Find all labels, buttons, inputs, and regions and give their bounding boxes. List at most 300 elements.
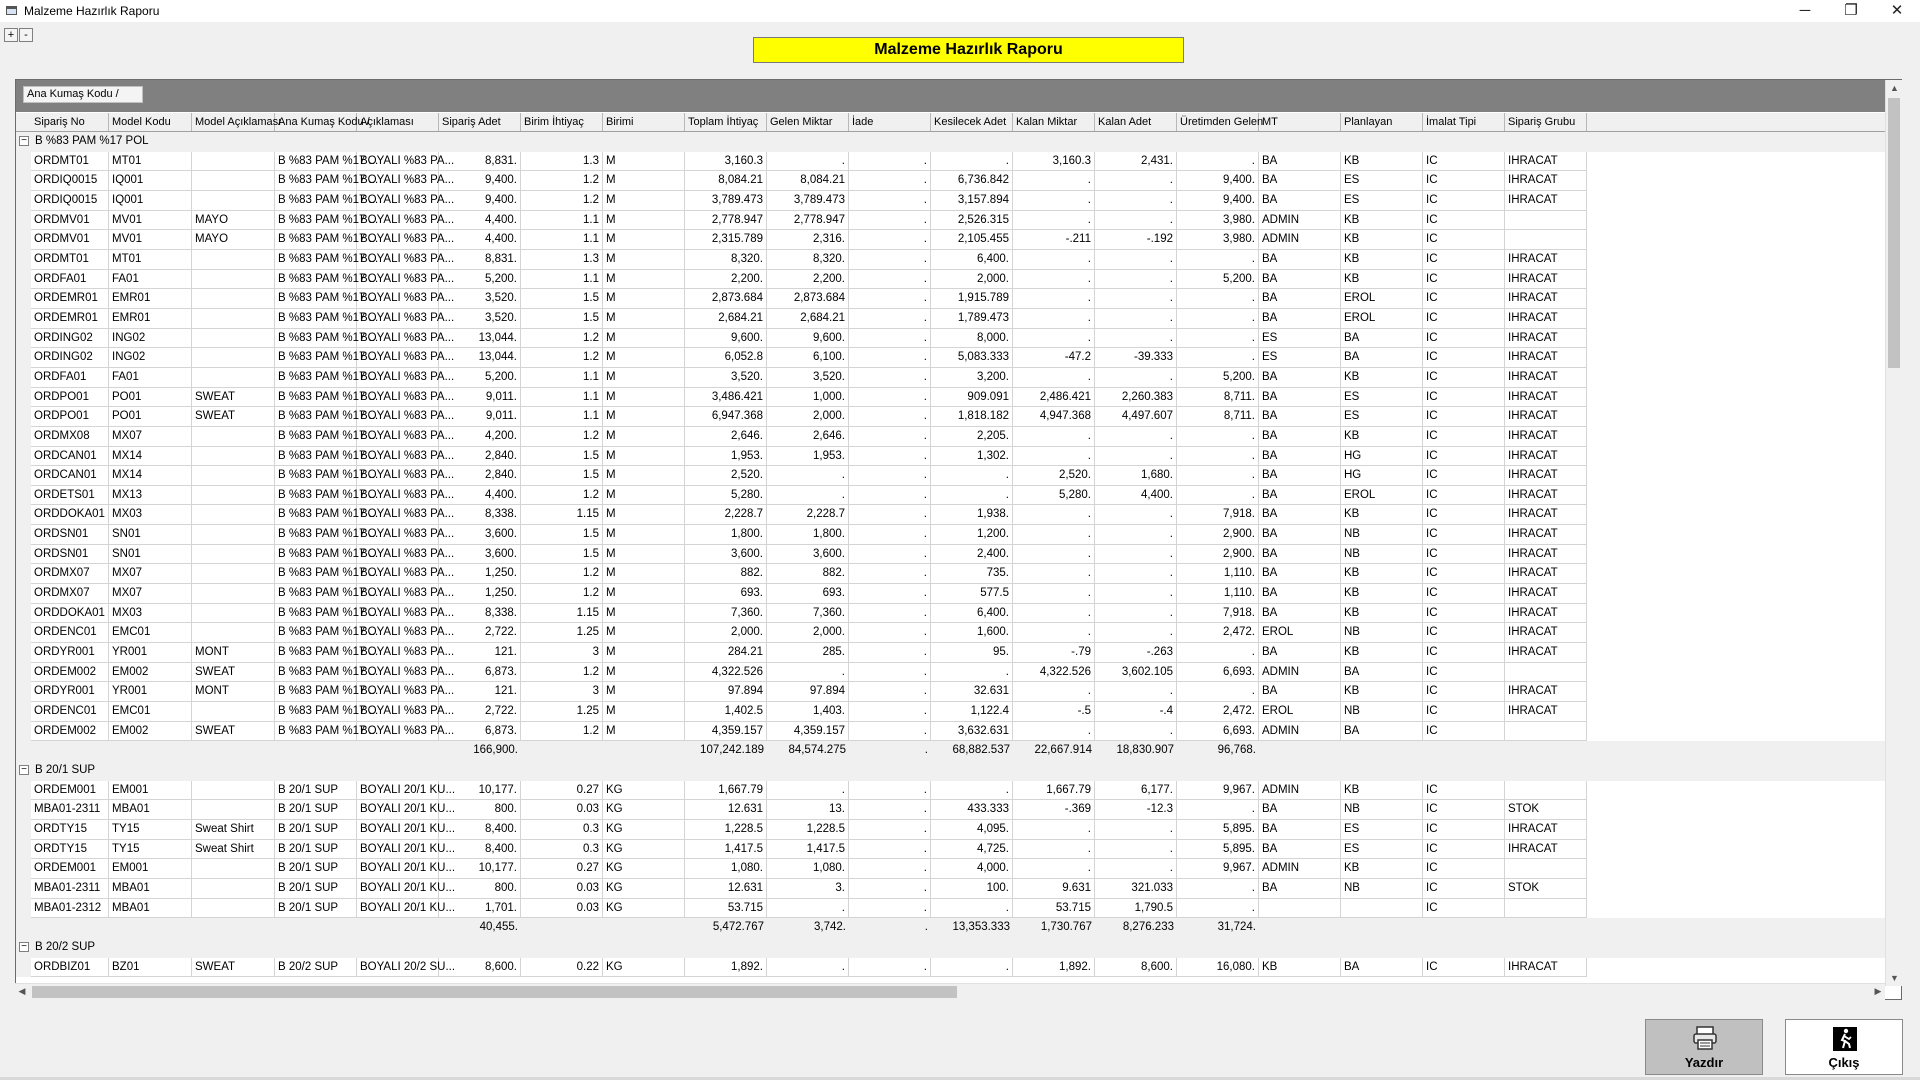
table-cell[interactable]: 6,100.	[767, 348, 849, 368]
table-cell[interactable]: 3,600.	[767, 545, 849, 565]
table-cell[interactable]: 1.2	[521, 427, 603, 447]
table-cell[interactable]: BA	[1259, 800, 1341, 820]
table-cell[interactable]: BOYALI %83 PA...	[357, 663, 439, 683]
table-cell[interactable]: 1,680.	[1095, 466, 1177, 486]
table-cell[interactable]: 2,000.	[767, 407, 849, 427]
table-cell[interactable]: 3,789.473	[767, 191, 849, 211]
table-cell[interactable]: EROL	[1259, 702, 1341, 722]
table-cell[interactable]: 1,667.79	[685, 781, 767, 801]
table-cell[interactable]	[192, 545, 275, 565]
table-cell[interactable]: ING02	[109, 329, 192, 349]
table-cell[interactable]: 2,873.684	[685, 289, 767, 309]
table-cell[interactable]: .	[849, 309, 931, 329]
table-cell[interactable]: IC	[1423, 250, 1505, 270]
table-cell[interactable]: 4,400.	[439, 230, 521, 250]
table-cell[interactable]: M	[603, 643, 685, 663]
table-cell[interactable]: 97.894	[685, 682, 767, 702]
column-header[interactable]: Açıklaması	[357, 113, 439, 131]
table-cell[interactable]: .	[1177, 447, 1259, 467]
table-cell[interactable]: M	[603, 368, 685, 388]
table-cell[interactable]: BOYALI %83 PA...	[357, 564, 439, 584]
table-cell[interactable]: B %83 PAM %17 ...	[275, 663, 357, 683]
table-cell[interactable]: 8,084.21	[767, 171, 849, 191]
table-cell[interactable]: IC	[1423, 899, 1505, 919]
table-cell[interactable]: IC	[1423, 230, 1505, 250]
minimize-button[interactable]: ─	[1799, 2, 1811, 19]
table-cell[interactable]: MBA01	[109, 800, 192, 820]
table-cell[interactable]: 693.	[685, 584, 767, 604]
table-cell[interactable]: IC	[1423, 309, 1505, 329]
table-cell[interactable]: BZ01	[109, 958, 192, 978]
group-collapse-icon[interactable]: −	[19, 942, 29, 952]
table-cell[interactable]: EMR01	[109, 309, 192, 329]
table-cell[interactable]: M	[603, 545, 685, 565]
table-cell[interactable]: .	[1095, 211, 1177, 231]
table-cell[interactable]	[192, 289, 275, 309]
table-cell[interactable]: IC	[1423, 407, 1505, 427]
table-cell[interactable]: BOYALI %83 PA...	[357, 348, 439, 368]
table-cell[interactable]: BA	[1259, 171, 1341, 191]
table-cell[interactable]	[192, 309, 275, 329]
table-cell[interactable]: ORDYR001	[31, 682, 109, 702]
table-cell[interactable]: ORDIQ0015	[31, 171, 109, 191]
table-cell[interactable]: 2,526.315	[931, 211, 1013, 231]
table-cell[interactable]: .	[1095, 722, 1177, 742]
scroll-up-icon[interactable]: ▲	[1890, 83, 1899, 93]
table-cell[interactable]: MAYO	[192, 230, 275, 250]
table-cell[interactable]: BA	[1341, 663, 1423, 683]
table-cell[interactable]: .	[849, 800, 931, 820]
table-cell[interactable]: HG	[1341, 447, 1423, 467]
table-cell[interactable]: ORDPO01	[31, 407, 109, 427]
table-cell[interactable]: 8,338.	[439, 604, 521, 624]
table-cell[interactable]: 10,177.	[439, 781, 521, 801]
table-cell[interactable]: .	[849, 722, 931, 742]
table-cell[interactable]: ADMIN	[1259, 211, 1341, 231]
table-cell[interactable]: M	[603, 604, 685, 624]
table-cell[interactable]: 13,044.	[439, 348, 521, 368]
column-header[interactable]: Birimi	[603, 113, 685, 131]
table-row[interactable]	[16, 663, 1901, 683]
table-cell[interactable]: -.369	[1013, 800, 1095, 820]
table-cell[interactable]: 1.5	[521, 545, 603, 565]
table-cell[interactable]: KB	[1341, 211, 1423, 231]
table-cell[interactable]	[192, 250, 275, 270]
table-cell[interactable]: 5,200.	[1177, 270, 1259, 290]
table-cell[interactable]: .	[849, 329, 931, 349]
table-cell[interactable]: EM001	[109, 781, 192, 801]
table-cell[interactable]: 1,110.	[1177, 584, 1259, 604]
table-cell[interactable]: M	[603, 329, 685, 349]
table-cell[interactable]	[192, 466, 275, 486]
table-cell[interactable]: BOYALI %83 PA...	[357, 486, 439, 506]
group-by-chip[interactable]: Ana Kumaş Kodu /	[23, 86, 143, 103]
column-header[interactable]: Üretimden Gelen	[1177, 113, 1259, 131]
table-cell[interactable]: 1,250.	[439, 584, 521, 604]
table-cell[interactable]: IC	[1423, 545, 1505, 565]
table-cell[interactable]: M	[603, 309, 685, 329]
table-cell[interactable]: BOYALI %83 PA...	[357, 466, 439, 486]
table-cell[interactable]: 2,260.383	[1095, 388, 1177, 408]
column-header[interactable]: Model Kodu	[109, 113, 192, 131]
table-cell[interactable]: MBA01	[109, 899, 192, 919]
table-cell[interactable]: 8,320.	[767, 250, 849, 270]
table-cell[interactable]: EM002	[109, 722, 192, 742]
table-row[interactable]	[16, 820, 1901, 840]
table-cell[interactable]: .	[767, 781, 849, 801]
table-cell[interactable]: KB	[1341, 368, 1423, 388]
table-cell[interactable]: .	[849, 427, 931, 447]
table-cell[interactable]: MV01	[109, 230, 192, 250]
table-cell[interactable]: PO01	[109, 388, 192, 408]
table-cell[interactable]: 1,953.	[685, 447, 767, 467]
table-cell[interactable]: ORDSN01	[31, 525, 109, 545]
table-cell[interactable]: .	[1013, 525, 1095, 545]
table-cell[interactable]: BA	[1341, 722, 1423, 742]
table-cell[interactable]: 3,486.421	[685, 388, 767, 408]
table-cell[interactable]: ORDENC01	[31, 623, 109, 643]
table-cell[interactable]: 5,895.	[1177, 840, 1259, 860]
table-row[interactable]	[16, 623, 1901, 643]
table-cell[interactable]: .	[1177, 643, 1259, 663]
table-cell[interactable]: ADMIN	[1259, 230, 1341, 250]
table-cell[interactable]: ORDING02	[31, 329, 109, 349]
table-cell[interactable]: .	[849, 663, 931, 683]
table-cell[interactable]: ORDBIZ01	[31, 958, 109, 978]
table-cell[interactable]: KG	[603, 958, 685, 978]
group-collapse-icon[interactable]: −	[19, 136, 29, 146]
table-row[interactable]	[16, 329, 1901, 349]
table-cell[interactable]: 1,953.	[767, 447, 849, 467]
table-cell[interactable]: B %83 PAM %17 ...	[275, 368, 357, 388]
table-row[interactable]	[16, 702, 1901, 722]
table-cell[interactable]: 3,520.	[439, 289, 521, 309]
table-cell[interactable]: .	[849, 604, 931, 624]
table-cell[interactable]: IHRACAT	[1505, 152, 1587, 172]
scroll-down-icon[interactable]: ▼	[1890, 973, 1899, 983]
table-cell[interactable]: .	[1095, 820, 1177, 840]
table-cell[interactable]: BOYALI %83 PA...	[357, 289, 439, 309]
table-cell[interactable]: .	[849, 171, 931, 191]
table-cell[interactable]: .	[1013, 171, 1095, 191]
table-cell[interactable]: 800.	[439, 800, 521, 820]
table-cell[interactable]: MT01	[109, 250, 192, 270]
table-cell[interactable]: IC	[1423, 623, 1505, 643]
column-header[interactable]: İmalat Tipi	[1423, 113, 1505, 131]
table-cell[interactable]: B %83 PAM %17 ...	[275, 388, 357, 408]
table-cell[interactable]: .	[931, 466, 1013, 486]
table-cell[interactable]: 2,472.	[1177, 702, 1259, 722]
table-cell[interactable]	[1259, 899, 1341, 919]
table-cell[interactable]: KG	[603, 800, 685, 820]
table-cell[interactable]: 5,280.	[685, 486, 767, 506]
table-cell[interactable]: 7,918.	[1177, 604, 1259, 624]
table-cell[interactable]: IHRACAT	[1505, 604, 1587, 624]
table-cell[interactable]: IHRACAT	[1505, 270, 1587, 290]
table-cell[interactable]: 9,400.	[439, 171, 521, 191]
table-cell[interactable]: ES	[1341, 820, 1423, 840]
table-cell[interactable]: 0.3	[521, 820, 603, 840]
table-cell[interactable]: .	[1095, 427, 1177, 447]
table-cell[interactable]: 121.	[439, 682, 521, 702]
table-cell[interactable]: BOYALI %83 PA...	[357, 309, 439, 329]
table-cell[interactable]: BA	[1341, 348, 1423, 368]
table-row[interactable]	[16, 584, 1901, 604]
table-cell[interactable]	[192, 270, 275, 290]
table-cell[interactable]: B %83 PAM %17 ...	[275, 329, 357, 349]
table-cell[interactable]: 2,778.947	[685, 211, 767, 231]
collapse-all-button[interactable]: -	[19, 28, 33, 42]
table-cell[interactable]: BA	[1259, 289, 1341, 309]
table-cell[interactable]: BA	[1259, 368, 1341, 388]
table-cell[interactable]: 2,900.	[1177, 525, 1259, 545]
table-cell[interactable]: MX07	[109, 564, 192, 584]
table-cell[interactable]: FA01	[109, 368, 192, 388]
table-cell[interactable]: .	[849, 584, 931, 604]
table-cell[interactable]: -.192	[1095, 230, 1177, 250]
table-cell[interactable]: 13.	[767, 800, 849, 820]
table-cell[interactable]: 6,873.	[439, 663, 521, 683]
table-cell[interactable]: .	[1095, 859, 1177, 879]
table-row[interactable]	[16, 682, 1901, 702]
table-cell[interactable]: B 20/1 SUP	[275, 840, 357, 860]
table-cell[interactable]: .	[849, 820, 931, 840]
table-cell[interactable]: B %83 PAM %17 ...	[275, 545, 357, 565]
table-cell[interactable]: NB	[1341, 702, 1423, 722]
table-cell[interactable]	[1505, 230, 1587, 250]
table-cell[interactable]: .	[1013, 309, 1095, 329]
table-cell[interactable]: PO01	[109, 407, 192, 427]
table-cell[interactable]	[192, 329, 275, 349]
table-cell[interactable]: .	[849, 486, 931, 506]
group-row[interactable]	[16, 761, 1901, 781]
table-cell[interactable]: 2,684.21	[767, 309, 849, 329]
table-row[interactable]	[16, 781, 1901, 801]
table-cell[interactable]: B %83 PAM %17 ...	[275, 682, 357, 702]
table-cell[interactable]: KB	[1341, 682, 1423, 702]
table-cell[interactable]: KG	[603, 879, 685, 899]
table-cell[interactable]: Sweat Shirt	[192, 820, 275, 840]
table-cell[interactable]: 12.631	[685, 879, 767, 899]
table-cell[interactable]: .	[1095, 840, 1177, 860]
table-cell[interactable]: 2,472.	[1177, 623, 1259, 643]
table-cell[interactable]: .	[1095, 270, 1177, 290]
table-cell[interactable]: IC	[1423, 702, 1505, 722]
table-cell[interactable]: ORDDOKA01	[31, 505, 109, 525]
table-cell[interactable]: ORDMX07	[31, 584, 109, 604]
table-cell[interactable]: IHRACAT	[1505, 348, 1587, 368]
table-cell[interactable]: .	[1095, 368, 1177, 388]
column-header[interactable]: MT	[1259, 113, 1341, 131]
table-cell[interactable]: 5,280.	[1013, 486, 1095, 506]
table-cell[interactable]: IHRACAT	[1505, 388, 1587, 408]
table-cell[interactable]: 2,400.	[931, 545, 1013, 565]
table-cell[interactable]: 1.2	[521, 584, 603, 604]
table-cell[interactable]: B 20/1 SUP	[275, 800, 357, 820]
table-cell[interactable]: 1.2	[521, 171, 603, 191]
table-cell[interactable]: BOYALI %83 PA...	[357, 368, 439, 388]
table-cell[interactable]	[192, 781, 275, 801]
table-row[interactable]	[16, 230, 1901, 250]
table-cell[interactable]: IC	[1423, 466, 1505, 486]
table-cell[interactable]: .	[1095, 250, 1177, 270]
table-cell[interactable]: HG	[1341, 466, 1423, 486]
close-button[interactable]: ✕	[1890, 2, 1904, 19]
table-cell[interactable]: .	[849, 230, 931, 250]
table-cell[interactable]: .	[1013, 191, 1095, 211]
table-cell[interactable]: 2,840.	[439, 466, 521, 486]
table-cell[interactable]: BOYALI %83 PA...	[357, 623, 439, 643]
table-cell[interactable]: BOYALI %83 PA...	[357, 545, 439, 565]
table-cell[interactable]: .	[767, 899, 849, 919]
table-cell[interactable]: NB	[1341, 623, 1423, 643]
table-cell[interactable]: 1.1	[521, 388, 603, 408]
table-cell[interactable]: .	[1177, 348, 1259, 368]
table-cell[interactable]: IC	[1423, 604, 1505, 624]
horizontal-scrollbar[interactable]	[15, 983, 1885, 1000]
table-cell[interactable]: .	[931, 486, 1013, 506]
table-cell[interactable]: KB	[1259, 958, 1341, 978]
table-cell[interactable]	[192, 879, 275, 899]
table-cell[interactable]: ORDPO01	[31, 388, 109, 408]
table-cell[interactable]: M	[603, 191, 685, 211]
table-cell[interactable]: 2,228.7	[767, 505, 849, 525]
table-cell[interactable]: .	[767, 486, 849, 506]
table-cell[interactable]: .	[1095, 682, 1177, 702]
table-cell[interactable]: 3,600.	[685, 545, 767, 565]
table-cell[interactable]: ORDMV01	[31, 211, 109, 231]
table-cell[interactable]: 8,711.	[1177, 407, 1259, 427]
table-cell[interactable]: .	[1177, 152, 1259, 172]
table-cell[interactable]: 3,520.	[767, 368, 849, 388]
table-cell[interactable]: M	[603, 564, 685, 584]
table-cell[interactable]: B %83 PAM %17 ...	[275, 466, 357, 486]
table-cell[interactable]	[192, 899, 275, 919]
table-cell[interactable]: BA	[1259, 486, 1341, 506]
table-cell[interactable]: .	[1095, 309, 1177, 329]
table-cell[interactable]: 4,095.	[931, 820, 1013, 840]
table-cell[interactable]: 2,646.	[767, 427, 849, 447]
table-cell[interactable]: 1,667.79	[1013, 781, 1095, 801]
table-cell[interactable]: M	[603, 584, 685, 604]
table-cell[interactable]: IHRACAT	[1505, 702, 1587, 722]
table-cell[interactable]: 577.5	[931, 584, 1013, 604]
group-collapse-icon[interactable]: −	[19, 765, 29, 775]
table-cell[interactable]: 12.631	[685, 800, 767, 820]
table-cell[interactable]: .	[1177, 309, 1259, 329]
table-cell[interactable]: 3,200.	[931, 368, 1013, 388]
table-cell[interactable]: 3,632.631	[931, 722, 1013, 742]
column-header[interactable]: Kalan Adet	[1095, 113, 1177, 131]
table-cell[interactable]: IC	[1423, 840, 1505, 860]
table-cell[interactable]: B 20/1 SUP	[275, 859, 357, 879]
table-cell[interactable]: ORDEM002	[31, 663, 109, 683]
table-cell[interactable]: 95.	[931, 643, 1013, 663]
table-cell[interactable]: .	[849, 211, 931, 231]
table-cell[interactable]: 4,400.	[439, 486, 521, 506]
table-cell[interactable]: 3,520.	[439, 309, 521, 329]
table-cell[interactable]: 9,600.	[767, 329, 849, 349]
table-cell[interactable]: 4,322.526	[685, 663, 767, 683]
table-cell[interactable]: 9,400.	[1177, 191, 1259, 211]
scroll-left-icon[interactable]: ◀	[18, 986, 26, 996]
table-cell[interactable]: M	[603, 466, 685, 486]
table-cell[interactable]: 8,831.	[439, 152, 521, 172]
table-row[interactable]	[16, 564, 1901, 584]
table-cell[interactable]: IHRACAT	[1505, 820, 1587, 840]
table-cell[interactable]: 5,200.	[439, 270, 521, 290]
table-cell[interactable]: 1,228.5	[685, 820, 767, 840]
table-cell[interactable]: BOYALI %83 PA...	[357, 604, 439, 624]
table-cell[interactable]: MX03	[109, 505, 192, 525]
table-cell[interactable]: 1,228.5	[767, 820, 849, 840]
table-cell[interactable]: EMR01	[109, 289, 192, 309]
table-cell[interactable]: B %83 PAM %17 ...	[275, 191, 357, 211]
table-cell[interactable]: 7,918.	[1177, 505, 1259, 525]
table-cell[interactable]: BOYALI %83 PA...	[357, 152, 439, 172]
table-cell[interactable]: 3,157.894	[931, 191, 1013, 211]
table-cell[interactable]: .	[1095, 289, 1177, 309]
table-cell[interactable]: .	[931, 899, 1013, 919]
table-row[interactable]	[16, 289, 1901, 309]
table-cell[interactable]: 3,160.3	[685, 152, 767, 172]
table-cell[interactable]: -47.2	[1013, 348, 1095, 368]
table-cell[interactable]: ORDETS01	[31, 486, 109, 506]
table-cell[interactable]: .	[1013, 820, 1095, 840]
table-cell[interactable]: B 20/1 SUP	[275, 820, 357, 840]
table-cell[interactable]	[192, 584, 275, 604]
table-cell[interactable]: ORDDOKA01	[31, 604, 109, 624]
table-cell[interactable]: .	[1013, 329, 1095, 349]
vertical-scroll-thumb[interactable]	[1888, 98, 1900, 368]
table-cell[interactable]: 433.333	[931, 800, 1013, 820]
table-cell[interactable]: 4,322.526	[1013, 663, 1095, 683]
report-grid[interactable]	[15, 79, 1902, 1000]
table-cell[interactable]: 6,947.368	[685, 407, 767, 427]
table-cell[interactable]: .	[849, 505, 931, 525]
table-cell[interactable]: M	[603, 289, 685, 309]
table-cell[interactable]: .	[1095, 584, 1177, 604]
table-cell[interactable]: KB	[1341, 584, 1423, 604]
table-cell[interactable]: -12.3	[1095, 800, 1177, 820]
table-cell[interactable]: 1,701.	[439, 899, 521, 919]
table-cell[interactable]: 2,228.7	[685, 505, 767, 525]
table-cell[interactable]: 1,790.5	[1095, 899, 1177, 919]
table-cell[interactable]: .	[1013, 427, 1095, 447]
table-cell[interactable]: -39.333	[1095, 348, 1177, 368]
table-row[interactable]	[16, 427, 1901, 447]
table-cell[interactable]: BOYALI 20/1 KU...	[357, 820, 439, 840]
table-cell[interactable]: 53.715	[685, 899, 767, 919]
table-cell[interactable]: KB	[1341, 152, 1423, 172]
table-cell[interactable]: 1.2	[521, 663, 603, 683]
table-cell[interactable]: .	[1013, 211, 1095, 231]
table-cell[interactable]: 1.5	[521, 447, 603, 467]
exit-button[interactable]	[1785, 1019, 1903, 1075]
table-cell[interactable]: .	[849, 368, 931, 388]
table-cell[interactable]: 3.	[767, 879, 849, 899]
table-cell[interactable]: .	[1177, 486, 1259, 506]
table-cell[interactable]: BOYALI %83 PA...	[357, 250, 439, 270]
table-cell[interactable]: 6,693.	[1177, 722, 1259, 742]
table-cell[interactable]: .	[931, 152, 1013, 172]
table-cell[interactable]: KB	[1341, 643, 1423, 663]
table-cell[interactable]: 6,400.	[931, 604, 1013, 624]
table-cell[interactable]: .	[849, 564, 931, 584]
table-cell[interactable]: .	[1095, 564, 1177, 584]
column-header[interactable]: Gelen Miktar	[767, 113, 849, 131]
table-cell[interactable]: BA	[1259, 682, 1341, 702]
